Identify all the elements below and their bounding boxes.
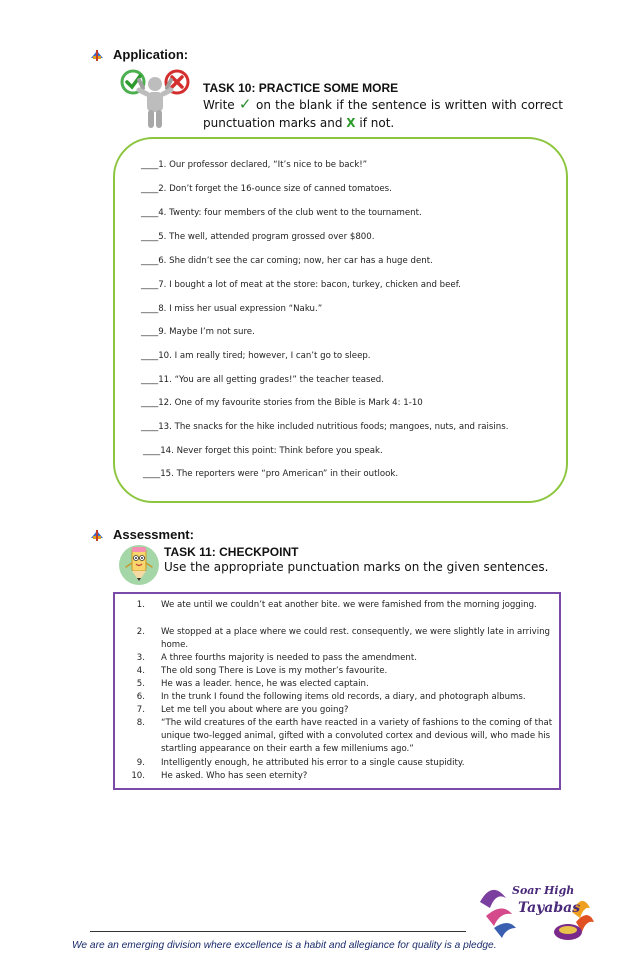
task11-item: [123, 626, 563, 653]
task10-item: ____6. She didn’t see the car coming; now, her car has a huge dent.: [141, 256, 433, 266]
footer-motto: We are an emerging division where excellence is a habit and allegiance for quality is a pledge.: [72, 940, 497, 951]
task11-item-text: He asked. Who has seen eternity?: [161, 771, 308, 781]
task11-item: [123, 599, 563, 626]
task10-item: ____4. Twenty: four members of the club went to the tournament.: [141, 208, 422, 218]
task11-item-text: He was a leader. hence, he was elected captain.: [161, 679, 369, 689]
task10-item: ____5. The well, attended program grossed over $800.: [141, 232, 375, 242]
task10-item: ____11. “You are all getting grades!” the teacher teased.: [141, 375, 384, 385]
task11-item-number: 1.: [136, 600, 145, 610]
task10-item: ____2. Don’t forget the 16-ounce size of canned tomatoes.: [141, 184, 392, 194]
task11-item-text: We stopped at a place where we could rest. consequently, we were slightly late in arriving home.: [161, 627, 550, 651]
task11-item: [123, 652, 563, 666]
task11-item-text: “The wild creatures of the earth have reacted in a variety of fashions to the coming of that unique two-legged animal, gifted with a convoluted cortex and devious will, who made his startling appearance on their earth a few milleniums ago.”: [161, 718, 553, 755]
task10-item: ____1. Our professor declared, “It’s nice to be back!”: [141, 160, 368, 170]
task10-instruction-write: Write: [203, 98, 235, 112]
task11-item: [123, 704, 563, 718]
task11-item-number: 2.: [136, 627, 145, 637]
task11-item: [123, 757, 563, 771]
task11-item: [123, 678, 563, 692]
task10-instruction: [203, 95, 563, 132]
task10-item: ____13. The snacks for the hike included nutritious foods; mangoes, nuts, and raisins.: [141, 422, 509, 432]
task11-title: TASK 11: CHECKPOINT: [164, 545, 299, 559]
task11-item-number: 8.: [136, 718, 145, 728]
task11-item-text: Let me tell you about where are you going?: [161, 705, 349, 715]
soar-high-tayabas-logo: [472, 872, 598, 948]
task11-item-number: 4.: [136, 666, 145, 676]
task11-item-number: 9.: [136, 758, 145, 768]
check-and-cross-figure-icon: [119, 68, 191, 130]
task11-item-number: 10.: [131, 771, 145, 781]
task10-instruction-body: on the blank if the sentence is written with correct punctuation marks and: [203, 98, 563, 130]
task11-item-text: A three fourths majority is needed to pass the amendment.: [161, 653, 417, 663]
bullet-arrow-icon: [90, 528, 104, 542]
task11-item: [123, 691, 563, 705]
task11-item-text: Intelligently enough, he attributed his error to a single cause stupidity.: [161, 758, 465, 768]
task10-title: TASK 10: PRACTICE SOME MORE: [203, 81, 399, 95]
task10-item: ____9. Maybe I’m not sure.: [141, 327, 255, 337]
logo-line1: Soar High: [512, 884, 575, 897]
task10-instruction-x: X: [346, 116, 356, 130]
task11-item-text: We ate until we couldn’t eat another bite. we were famished from the morning jogging.: [161, 600, 537, 610]
task10-item: ____14. Never forget this point: Think before you speak.: [143, 446, 383, 456]
task10-instruction-end: if not.: [359, 116, 395, 130]
task11-item: [123, 665, 563, 679]
task11-instruction: Use the appropriate punctuation marks on the given sentences.: [164, 560, 549, 574]
task11-item: [123, 717, 563, 757]
task11-item: [123, 770, 563, 784]
footer-divider: [90, 931, 466, 932]
task11-item-number: 5.: [136, 679, 145, 689]
bullet-arrow-icon: [90, 48, 104, 62]
application-label: Application:: [113, 47, 189, 62]
task10-item: ____15. The reporters were “pro American” in their outlook.: [143, 469, 399, 479]
assessment-label: Assessment:: [113, 527, 194, 542]
task10-item: ____12. One of my favourite stories from the Bible is Mark 4: 1-10: [141, 398, 423, 408]
task11-item-text: The old song There is Love is my mother’s favourite.: [161, 666, 388, 676]
task10-item: ____8. I miss her usual expression “Naku.”: [141, 304, 323, 314]
pencil-mascot-icon: [117, 543, 161, 587]
logo-line2: Tayabas: [518, 900, 581, 916]
task10-item: ____7. I bought a lot of meat at the store: bacon, turkey, chicken and beef.: [141, 280, 461, 290]
task11-item-number: 7.: [136, 705, 145, 715]
checkmark-icon: ✓: [238, 95, 252, 113]
task10-item: ____10. I am really tired; however, I can’t go to sleep.: [141, 351, 371, 361]
task11-item-number: 3.: [136, 653, 145, 663]
task11-item-number: 6.: [136, 692, 145, 702]
task11-item-text: In the trunk I found the following items old records, a diary, and photograph albums.: [161, 692, 526, 702]
